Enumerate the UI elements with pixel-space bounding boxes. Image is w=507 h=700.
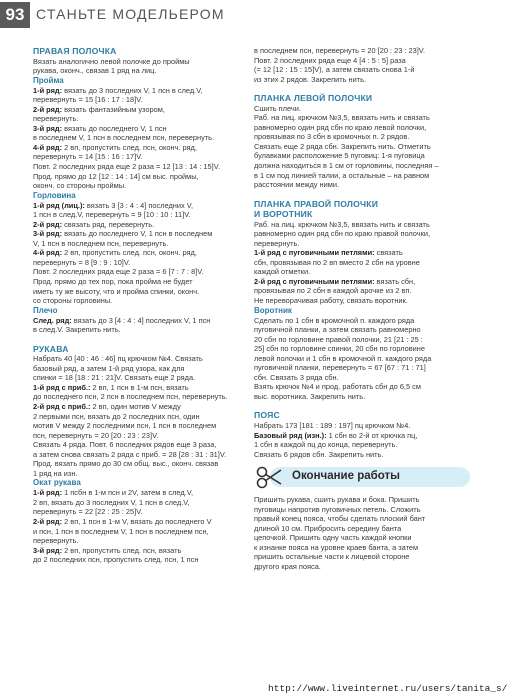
- row-text: вязать до последнего V, 1 псн: [62, 123, 167, 133]
- text-line: перевернуть.: [33, 114, 79, 124]
- text-line: Повт. 2 последних ряда еще 2 раза = 6 [7 : 7 : 8]V.: [33, 267, 204, 277]
- row-label: Базовый ряд (изн.):: [254, 430, 327, 440]
- text-line: цепочкой. Пришить одну часть каждой кнопки: [254, 533, 412, 543]
- text-line: [33, 220, 245, 230]
- text-line: правый конец пояса, чтобы сделать плоский бант: [254, 514, 426, 524]
- text-line: [33, 124, 245, 134]
- text-line: Прод. прямо до тех пор, пока пройма не будет: [33, 276, 193, 286]
- text-line: в след.V. Закрепить нить.: [33, 325, 121, 335]
- subsection-heading: Окат рукава: [33, 478, 81, 488]
- text-line: [33, 402, 245, 412]
- text-line: Прод. вязать прямо до 30 см общ. выс., оконч. связав: [33, 459, 219, 469]
- spacer: [33, 335, 245, 344]
- row-label: 2-й ряд с приб.:: [33, 401, 91, 411]
- page-title: СТАНЬТЕ МОДЕЛЬЕРОМ: [36, 6, 225, 22]
- text-line: [33, 248, 245, 258]
- row-label: 1-й ряд с пуговичными петлями:: [254, 248, 375, 258]
- subsection-heading: Пройма: [33, 75, 64, 85]
- text-line: 1 псн в след.V, перевернуть = 9 [10 : 10 : 11]V.: [33, 210, 191, 220]
- text-line: рукава, оконч., связав 1 ряд на лиц.: [33, 66, 157, 76]
- row-text: вязать до 3 [4 : 4 : 4] последних V, 1 псн: [71, 315, 211, 325]
- text-line: и псн, 1 псн в последнем V, 1 псн в последнем псн,: [33, 526, 209, 536]
- text-line: 2 вп, вязать до 3 последних V, 1 псн в след.V,: [33, 497, 190, 507]
- text-line: [33, 86, 245, 96]
- text-line: [254, 277, 472, 287]
- text-line: 20 сбн по горловине правой полочки, 21 [21 : 25 :: [254, 334, 423, 344]
- text-line: иметь ту же высоту, что и пройма спинки, оконч.: [33, 286, 200, 296]
- text-line: оконч. со стороны проймы.: [33, 181, 127, 191]
- row-label: 2-й ряд:: [33, 104, 63, 114]
- text-line: перевернуть.: [254, 238, 300, 248]
- text-line: базовый ряд, а затем 1-й ряд узора, как для: [33, 363, 185, 373]
- text-line: перевернуть.: [33, 536, 79, 546]
- text-line: Раб. на лиц. крючком №3,5, ввязать нить и связать: [254, 219, 430, 229]
- row-text: 2 вп, 1 псн в 1-м псн, вязать: [90, 382, 189, 392]
- text-line: пуговичной планки, перевернуть = 67 [67 : 71 : 71]: [254, 363, 426, 373]
- text-line: [254, 248, 472, 258]
- text-line: [33, 143, 245, 153]
- text-line: сбн. Связать 3 ряда сбн.: [254, 372, 339, 382]
- row-label: 4-й ряд:: [33, 142, 63, 152]
- row-label: 1-й ряд (лиц.):: [33, 200, 85, 210]
- page-number: 93: [0, 2, 30, 28]
- section-heading: ПЛАНКА ЛЕВОЙ ПОЛОЧКИ: [254, 93, 373, 104]
- watermark: http://www.liveinternet.ru/users/tanita_s/: [268, 683, 507, 694]
- row-label: 2-й ряд:: [33, 516, 63, 526]
- text-line: в последнем псн, перевернуть = 20 [20 : 23 : 23]V.: [254, 46, 426, 55]
- text-line: [254, 431, 472, 441]
- text-line: Повт. 2 последних ряда еще 4 [4 : 5 : 5] раза: [254, 55, 406, 65]
- text-line: псн, перевернуть = 20 [20 : 23 : 23]V.: [33, 430, 159, 440]
- text-line: сбн, провязывая по 2 вп вместо 2 сбн на уровне: [254, 257, 420, 267]
- text-line: Связать 6 рядов сбн. Закрепить нить.: [254, 449, 384, 459]
- text-line: перевернуть = 8 [9 : 9 : 10]V.: [33, 257, 131, 267]
- text-line: левой полочки и 1 сбн в кромочной п. каждого ряда: [254, 353, 432, 363]
- text-line: Не переворачивая работу, связать воротник.: [254, 295, 408, 305]
- text-line: равномерно один ряд сбн по краю правой полочки,: [254, 229, 430, 239]
- text-line: спинки = 18 [18 : 21 : 21]V. Связать еще 2 ряда.: [33, 373, 196, 383]
- row-label: 3-й ряд:: [33, 545, 63, 555]
- text-line: [33, 316, 245, 326]
- subsection-heading: Воротник: [254, 305, 292, 315]
- text-line: 1 сбн в каждой пц до конца, перевернуть.: [254, 440, 398, 450]
- row-text: 2 вп, один мотив V между: [90, 401, 181, 411]
- text-line: [33, 201, 245, 211]
- text-line: Взять крючок №4 и прод. работать сбн до 6,5 см: [254, 382, 421, 392]
- row-text: 2 вп, пропустить след. псн, вязать: [62, 545, 182, 555]
- row-label: 3-й ряд:: [33, 229, 63, 239]
- text-line: пуговичной планки, а затем связать равномерно: [254, 325, 421, 335]
- text-line: другого края пояса.: [254, 561, 321, 571]
- row-text: связать ряд, перевернуть.: [62, 219, 155, 229]
- row-text: вязать фантазийным узором,: [62, 104, 165, 114]
- row-text: 2 вп, пропустить след. псн, оконч. ряд,: [62, 248, 197, 258]
- text-line: провязывая по 2 сбн в каждой арочке из 2 вп.: [254, 286, 412, 296]
- row-text: 2 вп, пропустить след. псн, оконч. ряд,: [62, 142, 197, 152]
- text-line: пришить остальные части к лицевой стороне: [254, 552, 410, 562]
- text-line: длиной 10 см. Прибросить середину банта: [254, 523, 402, 533]
- row-label: 1-й ряд:: [33, 85, 63, 95]
- text-line: Прод. прямо до 12 [12 : 14 : 14] см выс. проймы,: [33, 171, 199, 181]
- text-line: Раб. на лиц. крючком №3,5, ввязать нить и связать: [254, 113, 430, 123]
- text-line: со стороны горловины.: [33, 296, 113, 306]
- text-line: [33, 517, 245, 527]
- section-heading: ПОЯС: [254, 410, 280, 421]
- row-label: След. ряд:: [33, 315, 72, 325]
- text-line: Связать 4 ряда. Повт. 6 последних рядов еще 3 раза,: [33, 440, 217, 450]
- row-label: 1-й ряд:: [33, 488, 63, 498]
- text-line: [33, 105, 245, 115]
- row-text: 1 псбн в 1-м псн и 2V, затем в след.V,: [62, 488, 193, 498]
- text-line: мотив V между 2 последними псн, 1 псн в последнем: [33, 421, 217, 431]
- row-text: 1 сбн во 2-й от крючка пц,: [326, 430, 418, 440]
- left-column: [33, 46, 245, 565]
- row-text: вязать до последнего V, 1 псн в последнем: [62, 229, 213, 239]
- text-line: Сшить плечи.: [254, 103, 301, 113]
- text-line: (= 12 [12 : 15 : 15]V), а затем связать снова 1-й: [254, 65, 415, 75]
- right-column: [254, 46, 472, 572]
- spacer: [254, 401, 472, 410]
- text-line: [33, 546, 245, 556]
- row-label: 4-й ряд:: [33, 248, 63, 258]
- text-line: к изнанке пояса на уровне краев банта, а затем: [254, 542, 419, 552]
- section-heading: И ВОРОТНИК: [254, 209, 313, 220]
- subsection-heading: Плечо: [33, 305, 58, 315]
- text-line: перевернуть = 22 [22 : 25 : 25]V.: [33, 507, 143, 517]
- row-text: вязать 3 [3 : 4 : 4] последних V,: [84, 200, 194, 210]
- text-line: Вязать аналогично левой полочке до проймы: [33, 56, 190, 66]
- banner-title: Окончание работы: [292, 470, 400, 483]
- row-text: 2 вп, 1 псн в 1-м V, вязать до последнего V: [62, 516, 212, 526]
- text-line: перевернуть = 14 [15 : 16 : 17]V.: [33, 152, 143, 162]
- row-label: 2-й ряд:: [33, 219, 63, 229]
- section-heading: РУКАВА: [33, 343, 69, 354]
- section-heading: ПЛАНКА ПРАВОЙ ПОЛОЧКИ: [254, 198, 379, 209]
- row-text: связать: [374, 248, 403, 258]
- page-header: [0, 0, 507, 28]
- text-line: до последнего псн, 2 псн в последнем псн, перевернуть.: [33, 392, 228, 402]
- text-line: пуговицы напротив пуговичных петель. Сложить: [254, 504, 421, 514]
- spacer: [254, 84, 472, 93]
- text-line: должна находиться в 1 см от горловины, последняя –: [254, 160, 439, 170]
- text-line: V, 1 псн в последнем псн, перевернуть.: [33, 238, 169, 248]
- text-line: Набрать 40 [40 : 46 : 46] пц крючком №4. Связать: [33, 354, 203, 364]
- subsection-heading: Горловина: [33, 190, 76, 200]
- text-line: равномерно один ряд сбн по краю левой полочки,: [254, 122, 427, 132]
- text-line: в 1 см под линией талии, а остальные – на равном: [254, 170, 430, 180]
- text-line: выс. воротника. Закрепить нить.: [254, 391, 366, 401]
- text-line: [33, 383, 245, 393]
- row-text: вязать сбн,: [374, 276, 416, 286]
- row-label: 1-й ряд с приб.:: [33, 382, 91, 392]
- text-line: 1 ряд на изн.: [33, 468, 78, 478]
- text-line: Пришить рукава, сшить рукава и бока. Пришить: [254, 495, 420, 505]
- text-line: [33, 229, 245, 239]
- text-line: 2 первыми псн, вязать до 2 последних псн, один: [33, 411, 200, 421]
- text-line: Сделать по 1 сбн в кромочной п. каждого ряда: [254, 315, 415, 325]
- text-line: Повт. 2 последних ряда еще 2 раза = 12 [13 : 14 : 15]V.: [33, 161, 221, 171]
- section-banner: [254, 465, 472, 489]
- text-line: [33, 488, 245, 498]
- text-line: расстоянии между ними.: [254, 180, 340, 190]
- text-line: каждой отметки.: [254, 267, 311, 277]
- spacer: [254, 190, 472, 199]
- row-label: 3-й ряд:: [33, 123, 63, 133]
- row-label: 2-й ряд с пуговичными петлями:: [254, 276, 375, 286]
- text-line: провязывая по 3 сбн в кромочных п. 2 рядов.: [254, 132, 410, 142]
- text-line: Набрать 173 [181 : 189 : 197] пц крючком №4.: [254, 420, 411, 430]
- text-line: а затем снова связать 2 ряда с приб. = 28 [28 : 31 : 31]V.: [33, 449, 227, 459]
- text-line: булавками расположение 5 пуговиц: 1-я пуговица: [254, 151, 425, 161]
- text-line: 25] сбн по горловине спинки, 20 сбн по горловине: [254, 344, 425, 354]
- section-heading: ПРАВАЯ ПОЛОЧКА: [33, 46, 117, 56]
- text-line: до 2 последних псн, пропустить след. псн, 1 псн: [33, 555, 199, 565]
- text-line: в последнем V, 1 псн в последнем псн, перевернуть.: [33, 133, 215, 143]
- row-text: вязать до 3 последних V, 1 псн в след.V,: [62, 85, 203, 95]
- text-line: перевернуть = 15 [16 : 17 : 18]V.: [33, 95, 143, 105]
- text-line: Связать еще 2 ряда сбн. Закрепить нить. Отметить: [254, 141, 431, 151]
- text-line: из этих 2 рядов. Закрепить нить.: [254, 74, 367, 84]
- scissors-icon: [254, 464, 284, 490]
